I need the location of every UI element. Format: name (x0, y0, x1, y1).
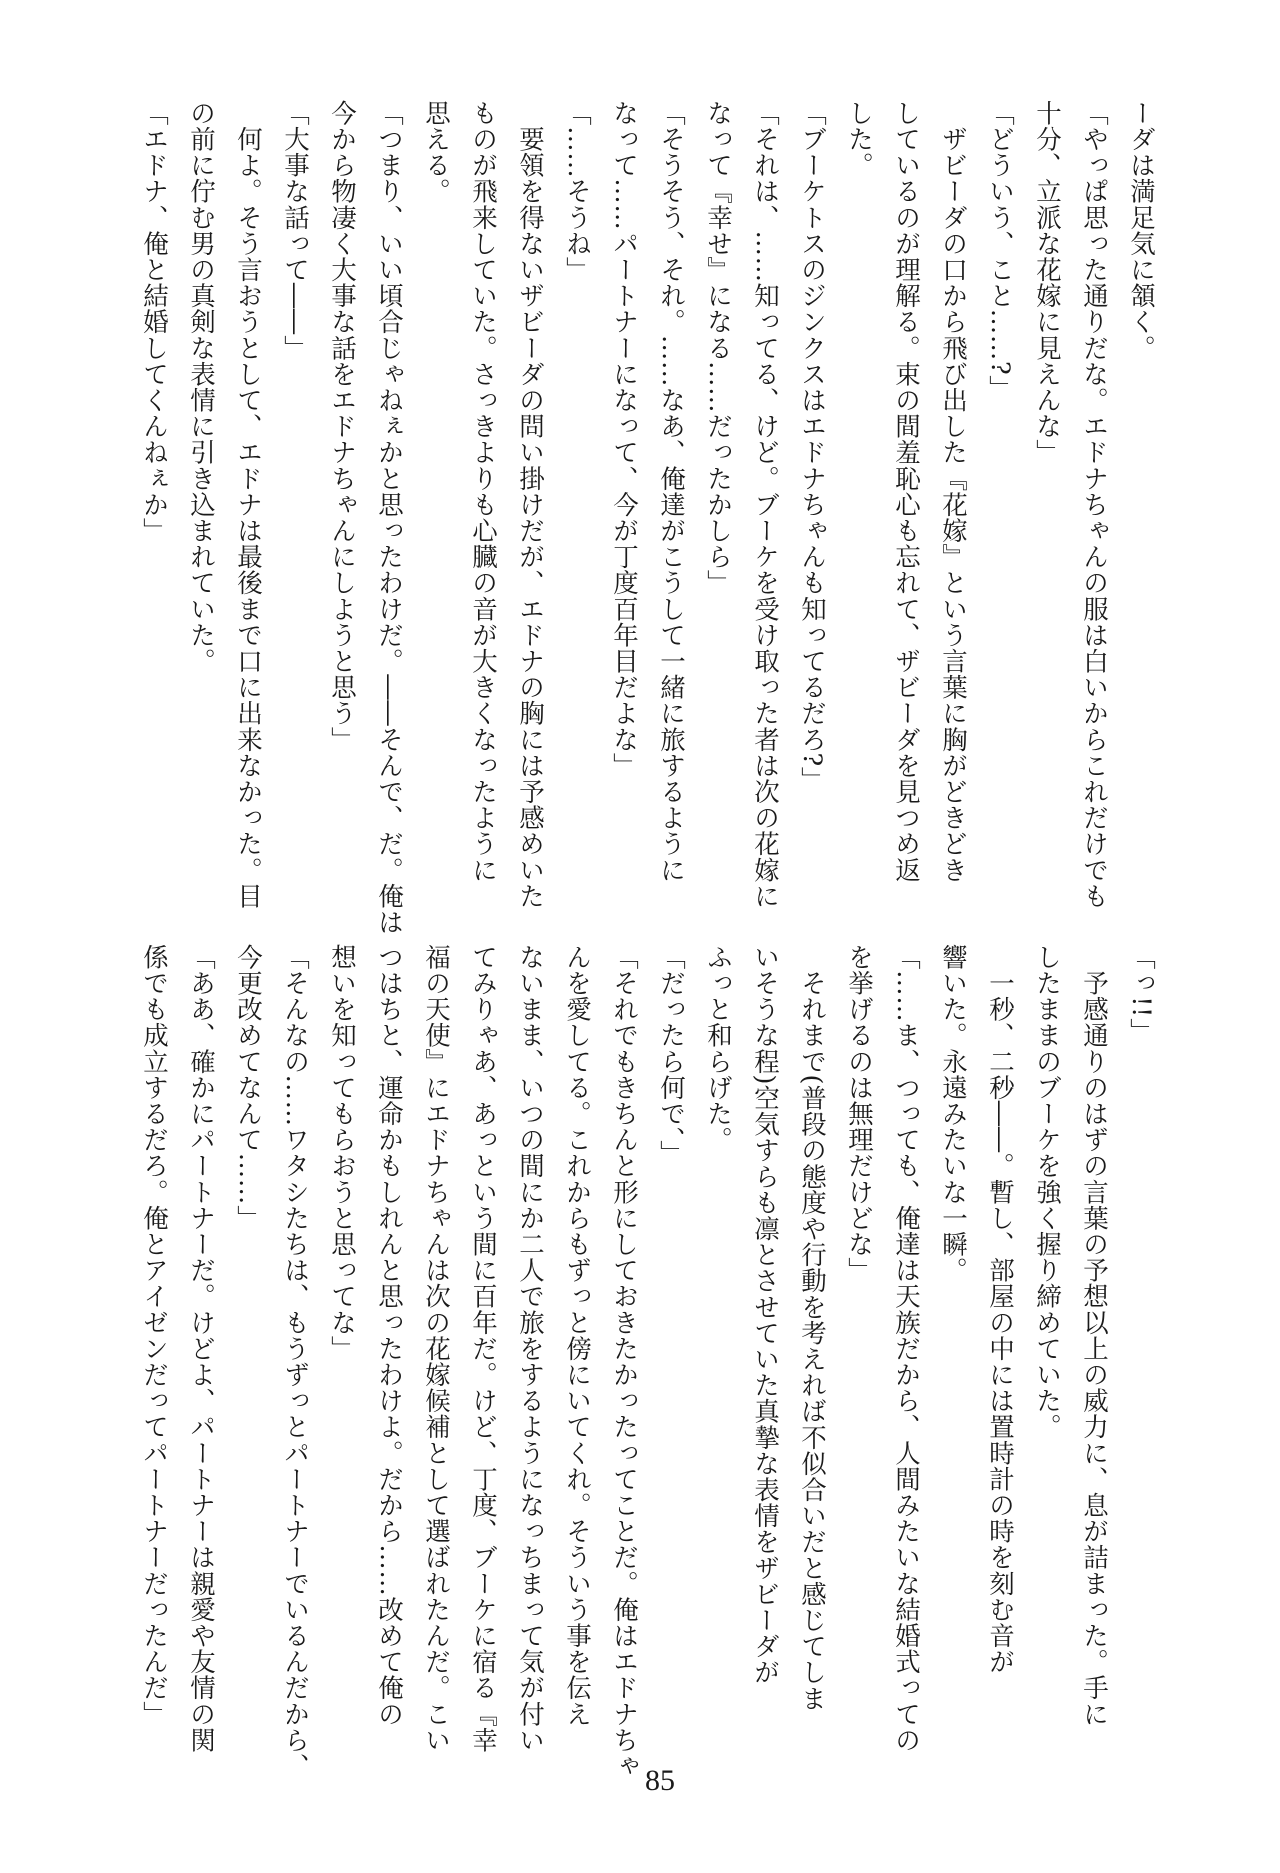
text-line: した。 (844, 100, 874, 179)
text-line: 一秒、二秒――。暫し、部屋の中には置時計の時を刻む音が (985, 944, 1015, 1675)
text-line: 思える。 (421, 100, 451, 205)
text-line: ーダは満足気に頷く。 (1126, 100, 1156, 361)
text-line: 係でも成立するだろ。俺とアイゼンだってパートナーだったんだ」 (139, 944, 169, 1727)
text-line: ないまま、いつの間にか二人で旅をするようになっちまって気が付い (515, 944, 545, 1754)
text-line: 想いを知ってもらおうと思ってな」 (327, 944, 357, 1362)
text-line: 十分、立派な花嫁に見えんな」 (1032, 100, 1062, 466)
text-line: てみりゃあ、あっという間に百年だ。けど、丁度、ブーケに宿る『幸 (468, 944, 498, 1754)
text-line: 「っ!!」 (1126, 944, 1156, 1044)
text-line: 「エドナ、俺と結婚してくんねぇか」 (139, 100, 169, 544)
text-block-bottom (128, 944, 1164, 1780)
text-line: いそうな程)空気すらも凛とさせていた真摯な表情をザビーダが (750, 944, 780, 1686)
text-line: 「どういう、こと……?」 (985, 100, 1015, 402)
text-line: ものが飛来していた。さっきよりも心臓の音が大きくなったように (468, 100, 498, 883)
text-line: 「ああ、確かにパートナーだ。けどよ、パートナーは親愛や友情の関 (186, 944, 216, 1754)
text-line: 響いた。永遠みたいな一瞬。 (938, 944, 968, 1284)
text-line: の前に佇む男の真剣な表情に引き込まれていた。 (186, 100, 216, 675)
text-line: 要領を得ないザビーダの問い掛けだが、エドナの胸には予感めいた (515, 100, 545, 910)
text-line: したままのブーケを強く握り締めていた。 (1032, 944, 1062, 1440)
text-line: 「そんなの……ワタシたちは、もうずっとパートナーでいるんだから、 (280, 944, 310, 1780)
text-block-top (128, 100, 1164, 936)
text-line: 予感通りのはずの言葉の予想以上の威力に、息が詰まった。手に (1079, 944, 1109, 1727)
text-line: 「……ま、つっても、俺達は天族だから、人間みたいな結婚式っての (891, 944, 921, 1754)
text-line: ふっと和らげた。 (703, 944, 733, 1153)
text-line: なって……パートナーになって、今が丁度百年目だよな」 (609, 100, 639, 779)
text-line: 「やっぱ思った通りだな。エドナちゃんの服は白いからこれだけでも (1079, 100, 1109, 910)
text-line: 「それは、……知ってる、けど。ブーケを受け取った者は次の花嫁に (750, 100, 780, 910)
text-line: 「つまり、いい頃合じゃねぇかと思ったわけだ。――そんで、だ。俺は (374, 100, 404, 936)
text-line: 「大事な話って――」 (280, 100, 310, 361)
text-line: 「そうそう、それ。……なあ、俺達がこうして一緒に旅するように (656, 100, 686, 883)
text-line: を挙げるのは無理だけどな」 (844, 944, 874, 1284)
text-line: 「ブーケトスのジンクスはエドナちゃんも知ってるだろ?」 (797, 100, 827, 793)
text-line: んを愛してる。これからもずっと傍にいてくれ。そういう事を伝え (562, 944, 592, 1727)
text-line: つはちと、運命かもしれんと思ったわけよ。だから……改めて俺の (374, 944, 404, 1727)
text-line: 今更改めてなんて……」 (233, 944, 263, 1232)
text-line: なって『幸せ』になる……だったかしら」 (703, 100, 733, 596)
text-line: 福の天使』にエドナちゃんは次の花嫁候補として選ばれたんだ。こい (421, 944, 451, 1754)
text-line: ザビーダの口から飛び出した『花嫁』という言葉に胸がどきどき (938, 100, 968, 883)
text-line: しているのが理解る。束の間羞恥心も忘れて、ザビーダを見つめ返 (891, 100, 921, 883)
text-line: 今から物凄く大事な話をエドナちゃんにしようと思う」 (327, 100, 357, 753)
page-number: 85 (645, 1764, 675, 1797)
text-line: 「……そうね」 (562, 100, 592, 283)
text-line: それまで(普段の態度や行動を考えれば不似合いだと感じてしま (797, 944, 827, 1712)
text-line: 「それでもきちんと形にしておきたかったってことだ。俺はエドナちゃ (609, 944, 639, 1780)
text-line: 「だったら何で、」 (656, 944, 686, 1167)
text-line: 何よ。そう言おうとして、エドナは最後まで口に出来なかった。目 (233, 100, 263, 910)
